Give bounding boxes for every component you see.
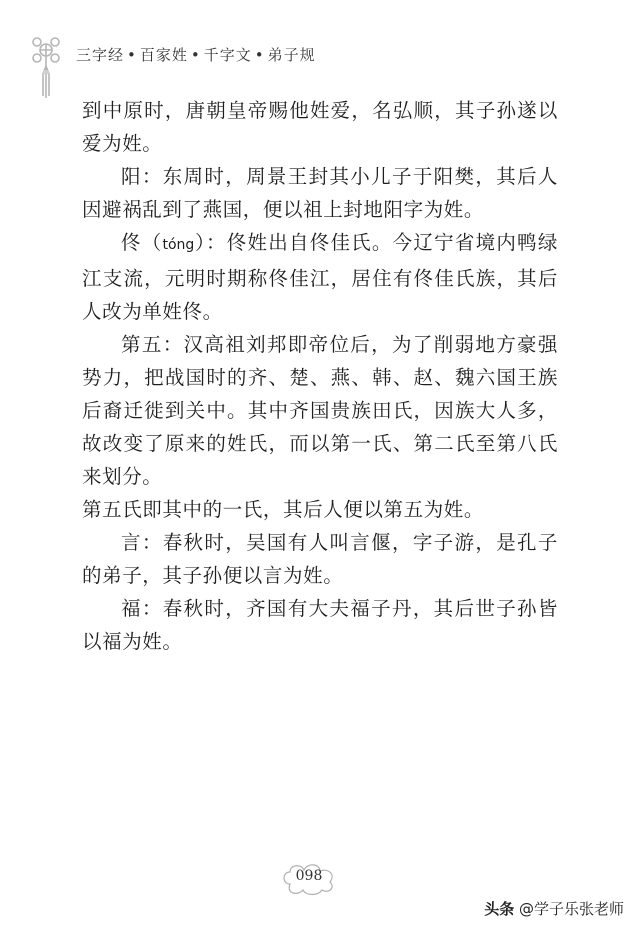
header-separator: • <box>190 46 201 64</box>
header-separator: • <box>254 46 265 64</box>
page-body <box>82 94 558 658</box>
watermark <box>484 898 624 919</box>
page-number: 098 <box>295 868 323 884</box>
paragraph: 阳：东周时，周景王封其小儿子于阳樊，其后人因避祸乱到了燕国，便以祖上封地阳字为姓。 <box>82 165 558 221</box>
book-series-title <box>76 44 316 65</box>
paragraph <box>82 226 558 328</box>
paragraph: 福：春秋时，齐国有大夫福子丹，其后世子孙皆以福为姓。 <box>82 597 558 653</box>
header-title-part: 弟子规 <box>267 46 316 64</box>
paragraph: 第五：汉高祖刘邦即帝位后，为了削弱地方豪强势力，把战国时的齐、楚、燕、韩、赵、魏六国王族后裔迁徙到关中。其中齐国贵族田氏，因族大人多，故改变了原来的姓氏，而以第一氏、第二氏至第八氏来划分。 <box>82 333 558 488</box>
chinese-knot-icon <box>26 30 86 108</box>
page-footer <box>0 850 640 940</box>
header-title-part: 千字文 <box>203 46 252 64</box>
paragraph-text: ）：佟姓出自佟佳氏。今辽宁省境内鸭绿江支流，元明时期称佟佳江，居住有佟佳氏族，其后人改为单姓佟。 <box>82 231 558 323</box>
paragraph: 言：春秋时，吴国有人叫言偃，字子游，是孔子的弟子，其子孙便以言为姓。 <box>82 531 558 587</box>
paragraph: 到中原时，唐朝皇帝赐他姓爱，名弘顺，其子孙遂以爱为姓。 <box>82 99 558 155</box>
header-title-part: 百家姓 <box>139 46 188 64</box>
page-number-badge <box>276 860 342 898</box>
header-separator: • <box>127 46 137 64</box>
watermark-handle: @学子乐张老师 <box>518 900 624 918</box>
watermark-brand: 头条 <box>484 900 515 918</box>
header-title-part: 三字经 <box>76 46 125 64</box>
paragraph: 第五氏即其中的一氏，其后人便以第五为姓。 <box>82 498 485 521</box>
pinyin-annotation: tóng <box>162 237 195 253</box>
paragraph-text: 佟（ <box>121 231 163 254</box>
